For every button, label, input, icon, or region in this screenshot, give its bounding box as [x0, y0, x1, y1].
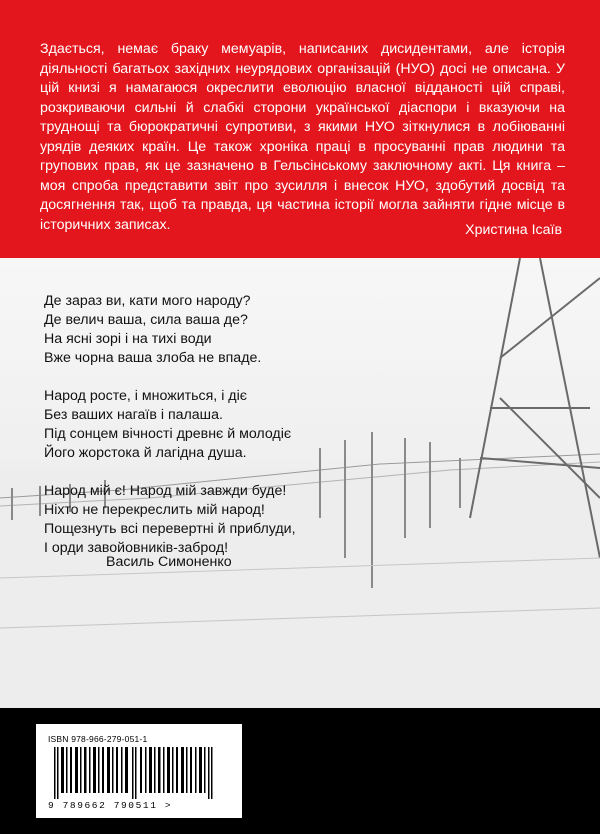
intro-text-block — [40, 40, 565, 235]
poem-line: Де велич ваша, сила ваша де? — [44, 312, 248, 328]
poem-line: Народ мій є! Народ мій завжди буде! — [44, 483, 287, 499]
poem-line: І орди завойовників-заброд! — [44, 540, 229, 556]
barcode-number: 9 789662 790511 > — [48, 800, 173, 811]
intro-paragraph: Здається, немає браку мемуарів, написаних дисидентами, але історія діяльності багатьох західних неурядових організацій (НУО) досі не описана. У цій книзі я намагаюся окреслити еволюцію власної відданості цій справі, розкриваючи сильні й слабкі сторони української діаспори і вказуючи на труднощі та бюрократичні супротиви, з якими НУО зіткнулися в лобіюванні урядів деяких країн. Це також хроніка праці в просуванні прав людини та групових прав, як це зазначено в Гельсінському заключному акті. Ця книга – моя спроба представити звіт про зусилля і внесок НУО, здобутий досвід та досягнення так, щоб та правда, ця частина історії могла зайняти гідне місце в історичних записах. — [40, 41, 565, 233]
poem-stanza — [44, 387, 364, 463]
poem-line: Вже чорна ваша злоба не впаде. — [44, 350, 262, 366]
poem-line: Під сонцем вічності древнє й молодіє — [44, 426, 292, 442]
poem-line: Ніхто не перекреслить мій народ! — [44, 502, 265, 518]
poem-line: Народ росте, і множиться, і діє — [44, 388, 247, 404]
poem — [44, 292, 364, 577]
barcode-icon — [48, 747, 232, 799]
poem-stanza — [44, 482, 364, 558]
poem-line: Його жорстока й лагідна душа. — [44, 445, 247, 461]
isbn-label: ISBN 978-966-279-051-1 — [48, 734, 148, 744]
poem-line: Без ваших нагаїв і палаша. — [44, 407, 223, 423]
poem-line: Де зараз ви, кати мого народу? — [44, 293, 251, 309]
poem-stanza — [44, 292, 364, 368]
poem-author: Василь Симоненко — [106, 554, 232, 570]
intro-author: Христина Ісаїв — [465, 222, 562, 238]
poem-line: Пощезнуть всі перевертні й приблуди, — [44, 521, 296, 537]
poem-line: На ясні зорі і на тихі води — [44, 331, 212, 347]
